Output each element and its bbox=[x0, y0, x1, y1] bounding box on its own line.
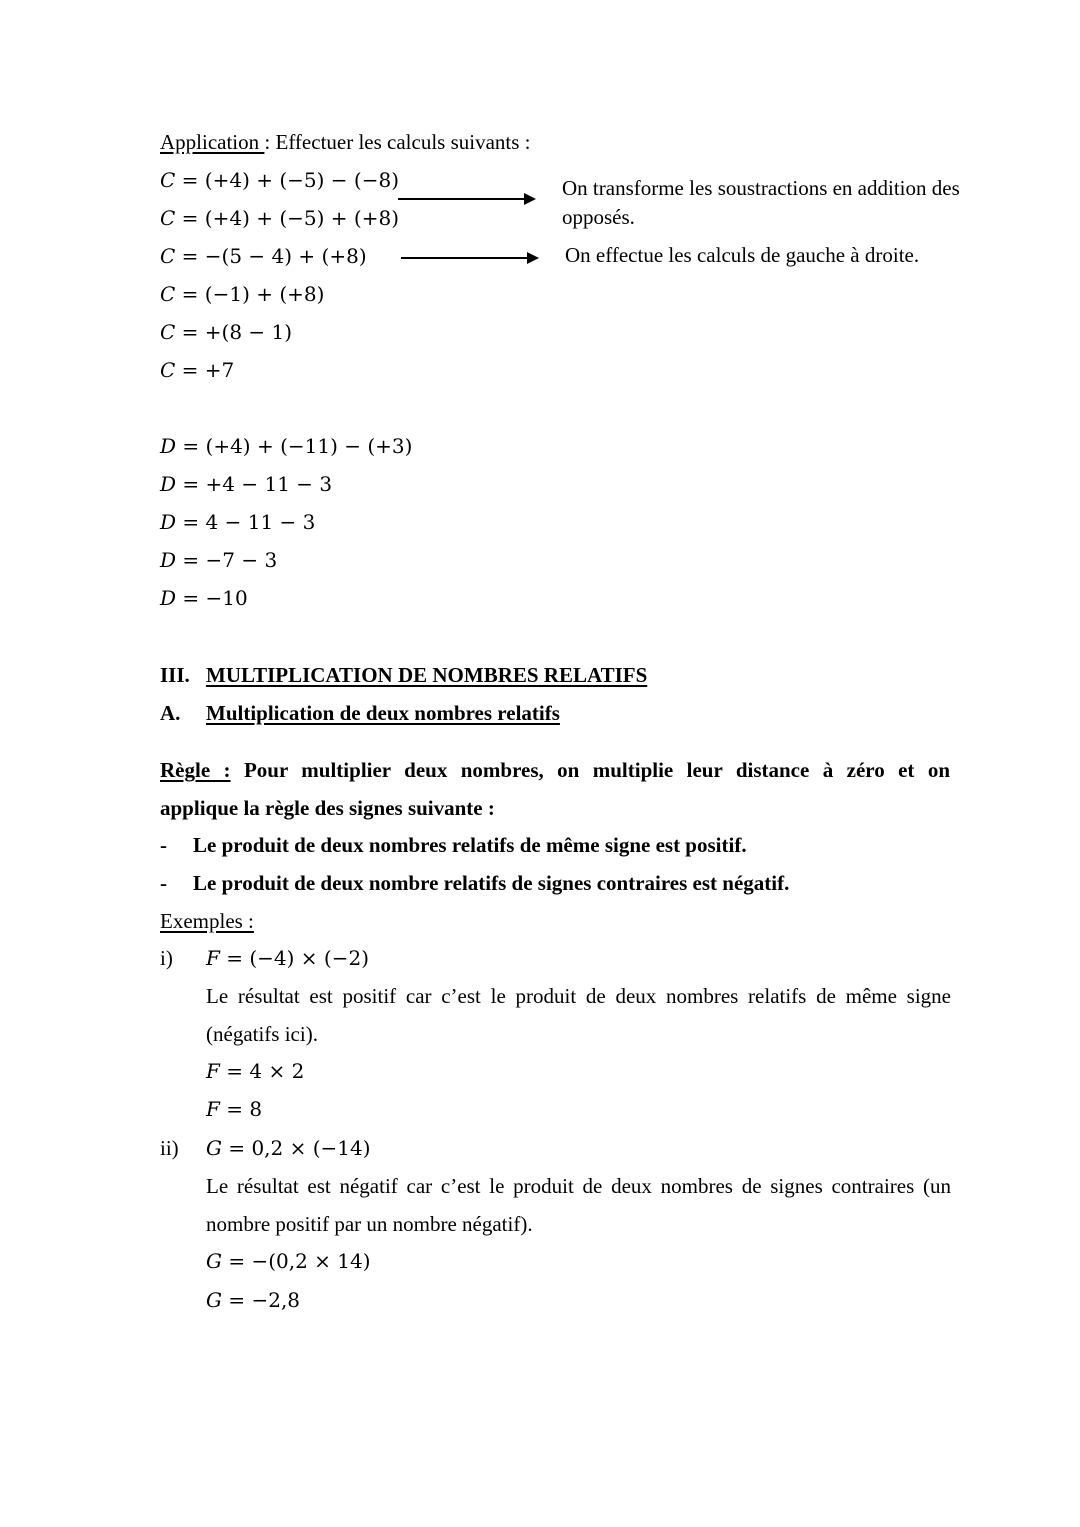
example-1-expr: F = (−4) × (−2) bbox=[206, 946, 370, 970]
calc-d-line-2: D = +4 − 11 − 3 bbox=[160, 472, 333, 496]
example-2-marker: ii) bbox=[160, 1136, 179, 1160]
example-1-step-2: F = 8 bbox=[206, 1097, 263, 1121]
application-heading bbox=[160, 129, 531, 155]
example-2-step-2: G = −2,8 bbox=[206, 1288, 301, 1312]
note-2: On effectue les calculs de gauche à droite. bbox=[565, 243, 920, 267]
arrow-right-icon bbox=[398, 198, 534, 200]
examples-label: Exemples : bbox=[160, 909, 254, 933]
arrow-right-icon bbox=[401, 257, 537, 259]
rule-bullet-2: Le produit de deux nombre relatifs de signes contraires est négatif. bbox=[193, 871, 790, 895]
calc-d-line-5: D = −10 bbox=[160, 586, 248, 610]
example-2-explain-line-2: nombre positif par un nombre négatif). bbox=[206, 1212, 533, 1236]
rule-bullet-dash: - bbox=[160, 833, 167, 857]
calc-d-line-3: D = 4 − 11 − 3 bbox=[160, 510, 316, 534]
section-number: III. bbox=[160, 663, 190, 687]
rule-line-2: applique la règle des signes suivante : bbox=[160, 796, 495, 820]
calc-d-line-1: D = (+4) + (−11) − (+3) bbox=[160, 434, 413, 458]
calc-c-line-6: C = +7 bbox=[160, 358, 235, 382]
example-2-step-1: G = −(0,2 × 14) bbox=[206, 1249, 371, 1273]
subsection-title: Multiplication de deux nombres relatifs bbox=[206, 701, 560, 725]
calc-c-line-1: C = (+4) + (−5) − (−8) bbox=[160, 168, 399, 192]
calc-c-line-5: C = +(8 − 1) bbox=[160, 320, 293, 344]
rule-label: Règle : bbox=[160, 758, 231, 782]
section-title: MULTIPLICATION DE NOMBRES RELATIFS bbox=[206, 663, 648, 687]
example-1-marker: i) bbox=[160, 946, 173, 970]
application-label: Application bbox=[160, 130, 265, 154]
section-heading bbox=[160, 662, 190, 688]
example-1-explain-line-1: Le résultat est positif car c’est le produit de deux nombres relatifs de même signe bbox=[206, 984, 951, 1008]
calc-d-line-4: D = −7 − 3 bbox=[160, 548, 278, 572]
subsection-number: A. bbox=[160, 701, 181, 725]
calc-c-line-3: C = −(5 − 4) + (+8) bbox=[160, 244, 367, 268]
rule-bullet-dash: - bbox=[160, 871, 167, 895]
rule-line-1: Règle : Pour multiplier deux nombres, on multiplie leur distance à zéro et on bbox=[160, 758, 950, 782]
example-2-explain-line-1: Le résultat est négatif car c’est le produit de deux nombres de signes contraires (un bbox=[206, 1174, 951, 1198]
example-1-step-1: F = 4 × 2 bbox=[206, 1059, 305, 1083]
example-1-explain-line-2: (négatifs ici). bbox=[206, 1022, 318, 1046]
note-1-line-2: opposés. bbox=[562, 205, 635, 229]
application-intro: : Effectuer les calculs suivants : bbox=[264, 130, 531, 154]
example-2-expr: G = 0,2 × (−14) bbox=[206, 1136, 371, 1160]
rule-bullet-1: Le produit de deux nombres relatifs de même signe est positif. bbox=[193, 833, 747, 857]
calc-c-line-4: C = (−1) + (+8) bbox=[160, 282, 325, 306]
note-1-line-1: On transforme les soustractions en addition des bbox=[562, 176, 960, 200]
calc-c-line-2: C = (+4) + (−5) + (+8) bbox=[160, 206, 399, 230]
